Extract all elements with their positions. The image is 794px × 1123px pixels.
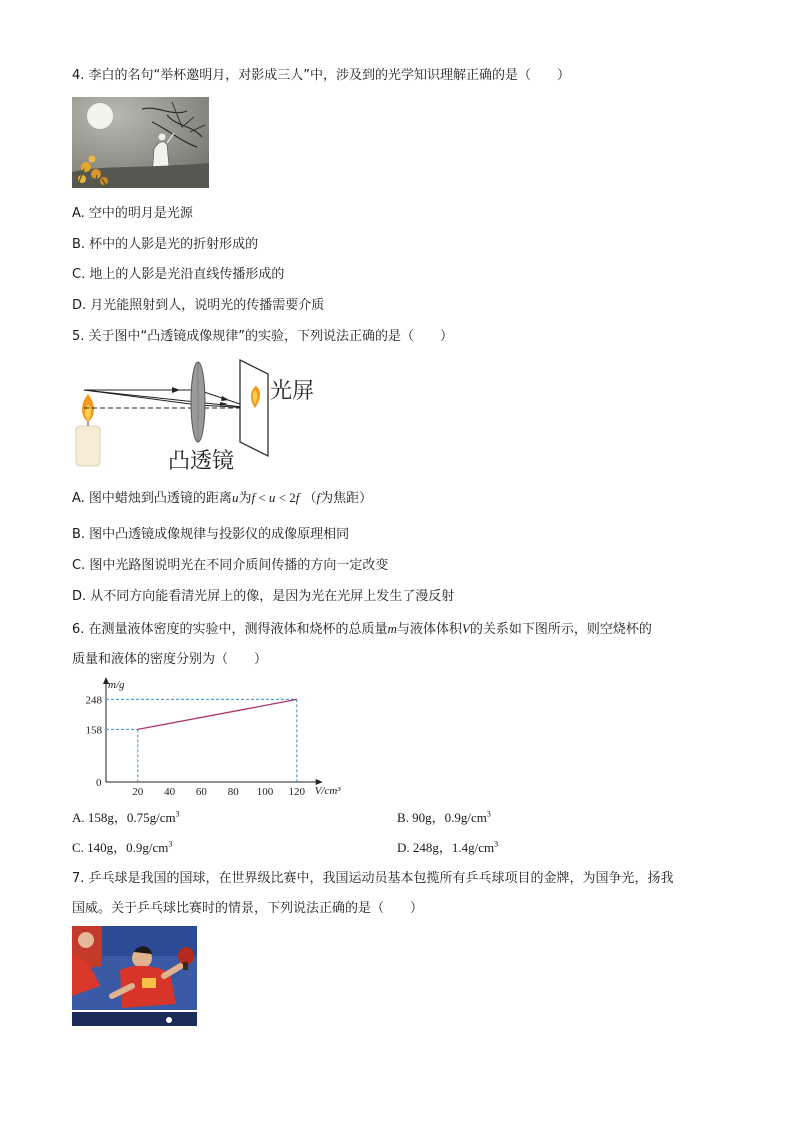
mass-volume-chart <box>72 675 341 800</box>
x-tick-label: 40 <box>164 786 176 798</box>
q4-option-b: B. 杯中的人影是光的折射形成的 <box>72 237 259 252</box>
x-tick-label: 60 <box>195 786 207 798</box>
data-line <box>138 699 297 729</box>
q4-option-a: A. 空中的明月是光源 <box>72 206 193 221</box>
ball-icon <box>166 1017 172 1023</box>
x-tick-label: 80 <box>227 786 239 798</box>
x-tick-label: 100 <box>256 786 274 798</box>
y-tick-label: 248 <box>85 694 102 707</box>
y-axis-label: m/g <box>108 679 125 691</box>
q6-option-c: C. 140g，$0.9g/cm^3$ <box>72 839 173 855</box>
x-axis-label: V/cm³ <box>314 785 341 797</box>
q5-option-b: B. 图中凸透镜成像规律与投影仪的成像原理相同 <box>72 527 350 542</box>
q5-option-a: A. 图中蜡烛到凸透镜的距离u为f < u < 2f （f为焦距） <box>72 490 373 506</box>
q5-option-c: C. 图中光路图说明光在不同介质间传播的方向一定改变 <box>72 558 389 573</box>
question-5-stem: 5. 关于图中“凸透镜成像规律”的实验，下列说法正确的是（ ） <box>72 329 454 344</box>
x-tick-label: 120 <box>288 786 306 798</box>
q6-option-a: A. 158g，$0.75g/cm^3$ <box>72 809 180 825</box>
lens-label: 凸透镜 <box>168 449 235 474</box>
question-7-stem-line-2: 国威。关于乒乓球比赛时的情景，下列说法正确的是（ ） <box>72 901 424 916</box>
moon-poet-illustration <box>72 97 209 188</box>
y-tick-label: 158 <box>85 724 102 737</box>
question-6-stem-line-2: 质量和液体的密度分别为（ ） <box>72 652 268 667</box>
candle-icon <box>76 394 100 466</box>
origin-label: 0 <box>96 777 102 789</box>
q4-option-d: D. 月光能照射到人，说明光的传播需要介质 <box>72 298 325 313</box>
q6-option-b: B. 90g，$0.9g/cm^3$ <box>397 809 491 825</box>
q5-option-d: D. 从不同方向能看清光屏上的像，是因为光在光屏上发生了漫反射 <box>72 589 455 604</box>
question-4-stem: 4. 李白的名句“举杯邀明月，对影成三人”中，涉及到的光学知识理解正确的是（ ） <box>72 68 571 83</box>
screen-icon <box>240 360 268 456</box>
moon-icon <box>87 103 113 129</box>
question-7-stem-line-1: 7. 乒乓球是我国的国球，在世界级比赛中，我国运动员基本包揽所有乒乓球项目的金牌，为国争光，扬我 <box>72 871 674 886</box>
convex-lens-diagram <box>72 360 332 472</box>
q4-option-c: C. 地上的人影是光沿直线传播形成的 <box>72 267 285 282</box>
screen-label: 光屏 <box>270 379 315 404</box>
question-6-stem-line-1: 6. 在测量液体密度的实验中，测得液体和烧杯的总质量m与液体体积V的关系如下图所示，则空烧杯的 <box>72 621 652 637</box>
table-tennis-photo <box>72 926 197 1026</box>
x-tick-label: 20 <box>132 786 144 798</box>
q6-option-d: D. 248g，$1.4g/cm^3$ <box>397 839 499 855</box>
